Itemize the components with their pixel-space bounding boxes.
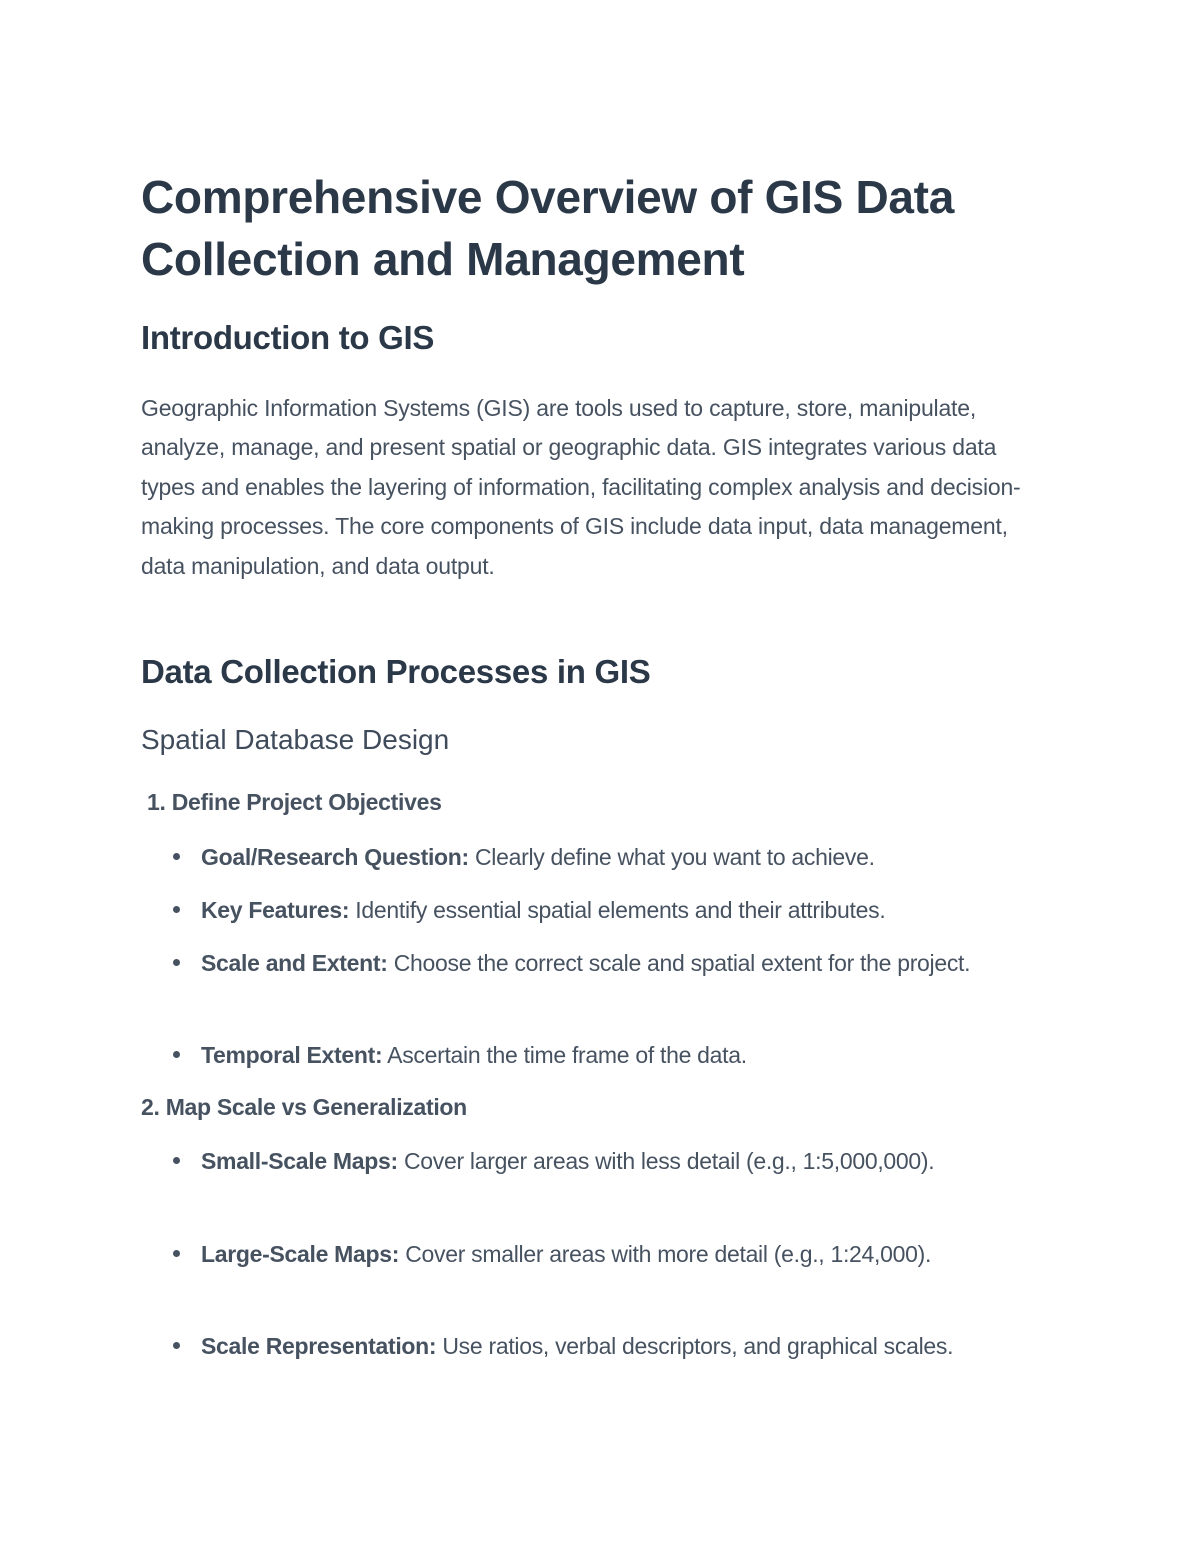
list-number: 2. — [141, 1094, 160, 1120]
bullet-icon — [173, 1250, 180, 1257]
bullet-icon — [173, 1157, 180, 1164]
list-item — [201, 890, 1071, 930]
bullet-text: Identify essential spatial elements and their attributes. — [349, 897, 886, 923]
introduction-paragraph: Geographic Information Systems (GIS) are tools used to capture, store, manipulate, analyze, manage, and present spatial or geographic data. GIS integrates various data types and enables the layering of information, facilitating complex analysis and decision-making processes. The core components of GIS include data input, data management, data manipulation, and data output. — [141, 395, 1021, 579]
bullet-term: Scale Representation: — [201, 1333, 437, 1359]
subsection-heading-spatial-database-design: Spatial Database Design — [141, 724, 450, 755]
bullet-text: Cover smaller areas with more detail (e.g., 1:24,000). — [399, 1241, 932, 1267]
numbered-item-define-project-objectives — [147, 786, 442, 818]
bullet-term: Goal/Research Question: — [201, 844, 469, 870]
list-item — [201, 1035, 1071, 1075]
list-item — [201, 943, 1071, 983]
bullet-term: Temporal Extent: — [201, 1042, 383, 1068]
bullet-term: Large-Scale Maps: — [201, 1241, 400, 1267]
list-number: 1. — [147, 789, 166, 815]
bullet-text: Cover larger areas with less detail (e.g., 1:5,000,000). — [397, 1148, 935, 1174]
bullet-term: Scale and Extent: — [201, 950, 388, 976]
bullet-icon — [173, 1051, 180, 1058]
list-item-title: Define Project Objectives — [171, 789, 442, 815]
bullet-text: Clearly define what you want to achieve. — [468, 844, 875, 870]
document-title: Comprehensive Overview of GIS Data Collection and Management — [141, 171, 954, 285]
numbered-item-map-scale-vs-generalization — [141, 1091, 467, 1123]
section-heading-introduction: Introduction to GIS — [141, 319, 435, 356]
list-item — [201, 1234, 1071, 1274]
bullet-text: Use ratios, verbal descriptors, and graphical scales. — [436, 1333, 954, 1359]
bullet-term: Key Features: — [201, 897, 350, 923]
bullet-text: Ascertain the time frame of the data. — [382, 1042, 747, 1068]
bullet-icon — [173, 853, 180, 860]
list-item — [201, 1326, 1071, 1366]
bullet-icon — [173, 1342, 180, 1349]
list-item — [201, 1141, 1071, 1181]
section-heading-data-collection: Data Collection Processes in GIS — [141, 653, 651, 690]
bullet-term: Small-Scale Maps: — [201, 1148, 398, 1174]
list-item-title: Map Scale vs Generalization — [165, 1094, 467, 1120]
bullet-icon — [173, 906, 180, 913]
bullet-icon — [173, 959, 180, 966]
list-item — [201, 837, 1071, 877]
bullet-text: Choose the correct scale and spatial extent for the project. — [387, 950, 971, 976]
